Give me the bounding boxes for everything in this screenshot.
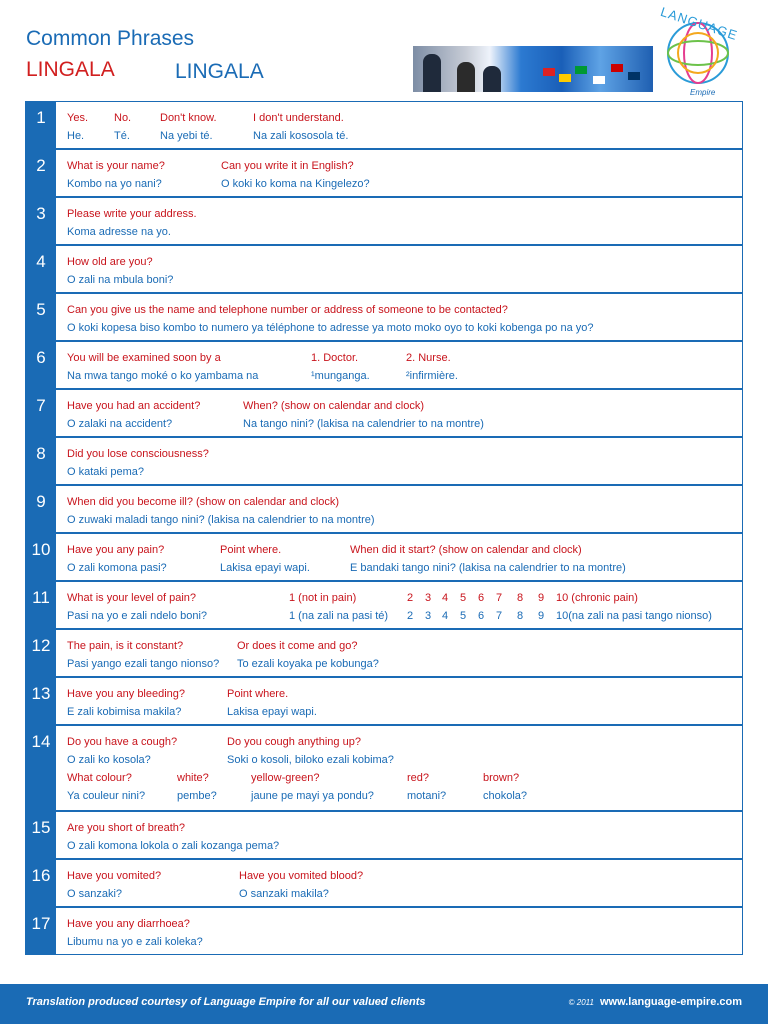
phrase-line xyxy=(67,301,742,319)
english-phrase: Do you have a cough? xyxy=(67,736,178,748)
phrase-line xyxy=(67,819,742,837)
english-phrase: Can you write it in English? xyxy=(221,160,354,172)
lingala-translation: E zali kobimisa makila? xyxy=(67,706,182,718)
phrase-line xyxy=(67,253,742,271)
lingala-translation: Té. xyxy=(114,130,130,142)
lingala-translation: O koki kopesa biso kombo to numero ya téléphone to adresse ya moto moko oyo to koki kobenga po na yo? xyxy=(67,322,594,334)
lingala-translation: 5 xyxy=(460,610,467,622)
person-figure xyxy=(483,66,501,92)
phrase-line xyxy=(67,589,742,607)
lingala-translation: O zali komona pasi? xyxy=(67,562,167,574)
footer-url[interactable]: www.language-empire.com xyxy=(599,996,742,1008)
phrase-body xyxy=(56,198,742,244)
phrase-line xyxy=(67,367,742,385)
lingala-translation: 3 xyxy=(425,610,432,622)
lingala-translation: 9 xyxy=(538,610,545,622)
phrase-line xyxy=(67,511,742,529)
english-phrase: yellow-green? xyxy=(251,772,320,784)
lingala-translation: Na zali kososola té. xyxy=(253,130,349,142)
english-phrase: Did you lose consciousness? xyxy=(67,448,209,460)
lingala-translation: motani? xyxy=(407,790,447,802)
lingala-translation: O koki ko koma na Kingelezo? xyxy=(221,178,370,190)
phrase-row xyxy=(25,341,743,389)
phrase-number: 2 xyxy=(26,150,56,196)
lingala-translation: To ezali koyaka pe kobunga? xyxy=(237,658,379,670)
lingala-translation: 8 xyxy=(517,610,524,622)
phrase-line xyxy=(67,751,742,769)
phrase-line xyxy=(67,319,742,337)
phrase-row xyxy=(25,725,743,811)
lingala-translation: O zali ko kosola? xyxy=(67,754,151,766)
phrase-line xyxy=(67,867,742,885)
phrase-body xyxy=(56,678,742,724)
phrase-line xyxy=(67,223,742,241)
english-phrase: 3 xyxy=(425,592,432,604)
phrase-row xyxy=(25,581,743,629)
lingala-translation: jaune pe mayi ya pondu? xyxy=(251,790,374,802)
english-phrase: white? xyxy=(177,772,209,784)
phrase-line xyxy=(67,397,742,415)
footer-right xyxy=(569,996,742,1008)
lingala-translation: chokola? xyxy=(483,790,528,802)
lingala-translation: pembe? xyxy=(177,790,217,802)
phrase-line xyxy=(67,637,742,655)
english-phrase: Do you cough anything up? xyxy=(227,736,361,748)
phrase-row xyxy=(25,101,743,149)
english-phrase: 1. Doctor. xyxy=(311,352,359,364)
lingala-translation: Koma adresse na yo. xyxy=(67,226,171,238)
lingala-translation: O zalaki na accident? xyxy=(67,418,173,430)
lingala-translation: Kombo na yo nani? xyxy=(67,178,162,190)
english-phrase: Can you give us the name and telephone number or address of someone to be contacted? xyxy=(67,304,508,316)
english-phrase: What is your name? xyxy=(67,160,165,172)
target-language-label: LINGALA xyxy=(175,60,264,83)
english-phrase: Have you any bleeding? xyxy=(67,688,186,700)
english-phrase: 9 xyxy=(538,592,545,604)
lingala-translation: ¹munganga. xyxy=(311,370,370,382)
phrase-line xyxy=(67,733,742,751)
header-banner-image xyxy=(413,46,653,92)
english-phrase: Have you any pain? xyxy=(67,544,165,556)
phrase-body xyxy=(56,438,742,484)
english-phrase: 10 (chronic pain) xyxy=(556,592,638,604)
phrase-line xyxy=(67,703,742,721)
phrase-line xyxy=(67,885,742,903)
lingala-translation: Na mwa tango moké o ko yambama na xyxy=(67,370,259,382)
lingala-translation: 1 (na zali na pasi té) xyxy=(289,610,389,622)
phrase-body xyxy=(56,486,742,532)
phrase-row xyxy=(25,859,743,907)
lingala-translation: ²infirmière. xyxy=(406,370,458,382)
english-phrase: When did you become ill? (show on calendar and clock) xyxy=(67,496,340,508)
phrase-row xyxy=(25,389,743,437)
phrase-line xyxy=(67,205,742,223)
page-footer xyxy=(0,984,768,1024)
english-phrase: Please write your address. xyxy=(67,208,197,220)
english-phrase: What is your level of pain? xyxy=(67,592,197,604)
phrase-number: 6 xyxy=(26,342,56,388)
person-figure xyxy=(457,62,475,92)
phrase-line xyxy=(67,541,742,559)
phrase-body xyxy=(56,294,742,340)
source-language-label: LINGALA xyxy=(26,58,115,81)
phrase-line xyxy=(67,685,742,703)
phrase-body xyxy=(56,908,742,954)
lingala-translation: Lakisa epayi wapi. xyxy=(220,562,310,574)
phrase-row xyxy=(25,533,743,581)
lingala-translation: 10(na zali na pasi tango nionso) xyxy=(556,610,712,622)
lingala-translation: O zali komona lokola o zali kozanga pema? xyxy=(67,840,280,852)
phrase-body xyxy=(56,534,742,580)
phrase-body xyxy=(56,726,742,810)
phrase-line xyxy=(67,271,742,289)
phrase-number: 15 xyxy=(26,812,56,858)
phrase-number: 8 xyxy=(26,438,56,484)
phrase-line xyxy=(67,157,742,175)
lingala-translation: Lakisa epayi wapi. xyxy=(227,706,317,718)
phrase-body xyxy=(56,102,742,148)
phrase-body xyxy=(56,342,742,388)
lingala-translation: 7 xyxy=(496,610,503,622)
phrase-number: 3 xyxy=(26,198,56,244)
logo-wordmark: LANGUAGE xyxy=(658,3,740,44)
phrase-row xyxy=(25,677,743,725)
phrase-line xyxy=(67,915,742,933)
phrase-body xyxy=(56,860,742,906)
english-phrase: Point where. xyxy=(227,688,289,700)
lingala-translation: O zali na mbula boni? xyxy=(67,274,174,286)
english-phrase: Point where. xyxy=(220,544,282,556)
lingala-translation: O kataki pema? xyxy=(67,466,145,478)
phrase-number: 12 xyxy=(26,630,56,676)
phrase-line xyxy=(67,127,742,145)
phrase-line xyxy=(67,493,742,511)
phrase-body xyxy=(56,150,742,196)
english-phrase: When? (show on calendar and clock) xyxy=(243,400,424,412)
phrase-number: 1 xyxy=(26,102,56,148)
lingala-translation: Libumu na yo e zali koleka? xyxy=(67,936,203,948)
english-phrase: Don't know. xyxy=(160,112,217,124)
phrase-line xyxy=(67,933,742,951)
phrase-number: 10 xyxy=(26,534,56,580)
phrase-row xyxy=(25,197,743,245)
phrase-number: 14 xyxy=(26,726,56,810)
flag-icon xyxy=(559,74,571,82)
english-phrase: You will be examined soon by a xyxy=(67,352,221,364)
lingala-translation: O sanzaki makila? xyxy=(239,888,329,900)
english-phrase: The pain, is it constant? xyxy=(67,640,184,652)
lingala-translation: Na yebi té. xyxy=(160,130,213,142)
phrase-row xyxy=(25,907,743,955)
phrase-line xyxy=(67,607,742,625)
phrase-row xyxy=(25,293,743,341)
english-phrase: I don't understand. xyxy=(253,112,344,124)
english-phrase: 6 xyxy=(478,592,485,604)
phrase-line xyxy=(67,787,742,805)
phrase-number: 11 xyxy=(26,582,56,628)
phrase-line xyxy=(67,445,742,463)
lingala-translation: 4 xyxy=(442,610,449,622)
flag-icon xyxy=(543,68,555,76)
lingala-translation: 2 xyxy=(407,610,414,622)
phrase-number: 13 xyxy=(26,678,56,724)
logo-subtitle: Empire xyxy=(690,88,716,97)
phrase-number: 9 xyxy=(26,486,56,532)
english-phrase: Have you any diarrhoea? xyxy=(67,918,190,930)
phrase-row xyxy=(25,811,743,859)
lingala-translation: O sanzaki? xyxy=(67,888,123,900)
footer-copyright: © 2011 xyxy=(568,998,594,1007)
english-phrase: brown? xyxy=(483,772,520,784)
english-phrase: 2. Nurse. xyxy=(406,352,451,364)
english-phrase: Have you had an accident? xyxy=(67,400,201,412)
phrase-body xyxy=(56,812,742,858)
phrase-line xyxy=(67,769,742,787)
flag-icon xyxy=(593,76,605,84)
person-figure xyxy=(423,54,441,92)
english-phrase: Are you short of breath? xyxy=(67,822,186,834)
english-phrase: 2 xyxy=(407,592,414,604)
phrase-line xyxy=(67,175,742,193)
phrase-row xyxy=(25,629,743,677)
phrase-body xyxy=(56,630,742,676)
phrase-table xyxy=(25,101,743,955)
english-phrase: 7 xyxy=(496,592,503,604)
phrase-number: 7 xyxy=(26,390,56,436)
english-phrase: How old are you? xyxy=(67,256,153,268)
lingala-translation: Pasi yango ezali tango nionso? xyxy=(67,658,220,670)
english-phrase: What colour? xyxy=(67,772,132,784)
english-phrase: Have you vomited? xyxy=(67,870,162,882)
lingala-translation: He. xyxy=(67,130,85,142)
phrase-body xyxy=(56,582,742,628)
phrase-line xyxy=(67,415,742,433)
lingala-translation: E bandaki tango nini? (lakisa na calendrier to na montre) xyxy=(350,562,626,574)
phrase-number: 4 xyxy=(26,246,56,292)
english-phrase: red? xyxy=(407,772,430,784)
page-title: Common Phrases xyxy=(26,27,195,50)
english-phrase: Have you vomited blood? xyxy=(239,870,364,882)
flag-icon xyxy=(575,66,587,74)
phrase-body xyxy=(56,246,742,292)
english-phrase: 1 (not in pain) xyxy=(289,592,357,604)
english-phrase: When did it start? (show on calendar and clock) xyxy=(350,544,582,556)
phrase-row xyxy=(25,149,743,197)
flag-icon xyxy=(628,72,640,80)
english-phrase: No. xyxy=(114,112,132,124)
lingala-translation: Pasi na yo e zali ndelo boni? xyxy=(67,610,208,622)
flag-icon xyxy=(611,64,623,72)
lingala-translation: O zuwaki maladi tango nini? (lakisa na calendrier to na montre) xyxy=(67,514,375,526)
phrase-line xyxy=(67,349,742,367)
lingala-translation: 6 xyxy=(478,610,485,622)
lingala-translation: Ya couleur nini? xyxy=(67,790,146,802)
phrase-line xyxy=(67,109,742,127)
phrase-number: 17 xyxy=(26,908,56,954)
phrase-number: 5 xyxy=(26,294,56,340)
phrase-row xyxy=(25,245,743,293)
page-header xyxy=(0,0,768,100)
english-phrase: Yes. xyxy=(67,112,89,124)
phrase-line xyxy=(67,463,742,481)
phrase-line xyxy=(67,559,742,577)
lingala-translation: Soki o kosoli, biloko ezali kobima? xyxy=(227,754,394,766)
english-phrase: 8 xyxy=(517,592,524,604)
phrase-line xyxy=(67,655,742,673)
phrase-line xyxy=(67,837,742,855)
phrase-number: 16 xyxy=(26,860,56,906)
english-phrase: Or does it come and go? xyxy=(237,640,358,652)
footer-credit: Translation produced courtesy of Language Empire for all our valued clients xyxy=(26,996,426,1008)
phrase-row xyxy=(25,485,743,533)
lingala-translation: Na tango nini? (lakisa na calendrier to na montre) xyxy=(243,418,484,430)
phrase-row xyxy=(25,437,743,485)
phrase-body xyxy=(56,390,742,436)
english-phrase: 4 xyxy=(442,592,449,604)
english-phrase: 5 xyxy=(460,592,467,604)
